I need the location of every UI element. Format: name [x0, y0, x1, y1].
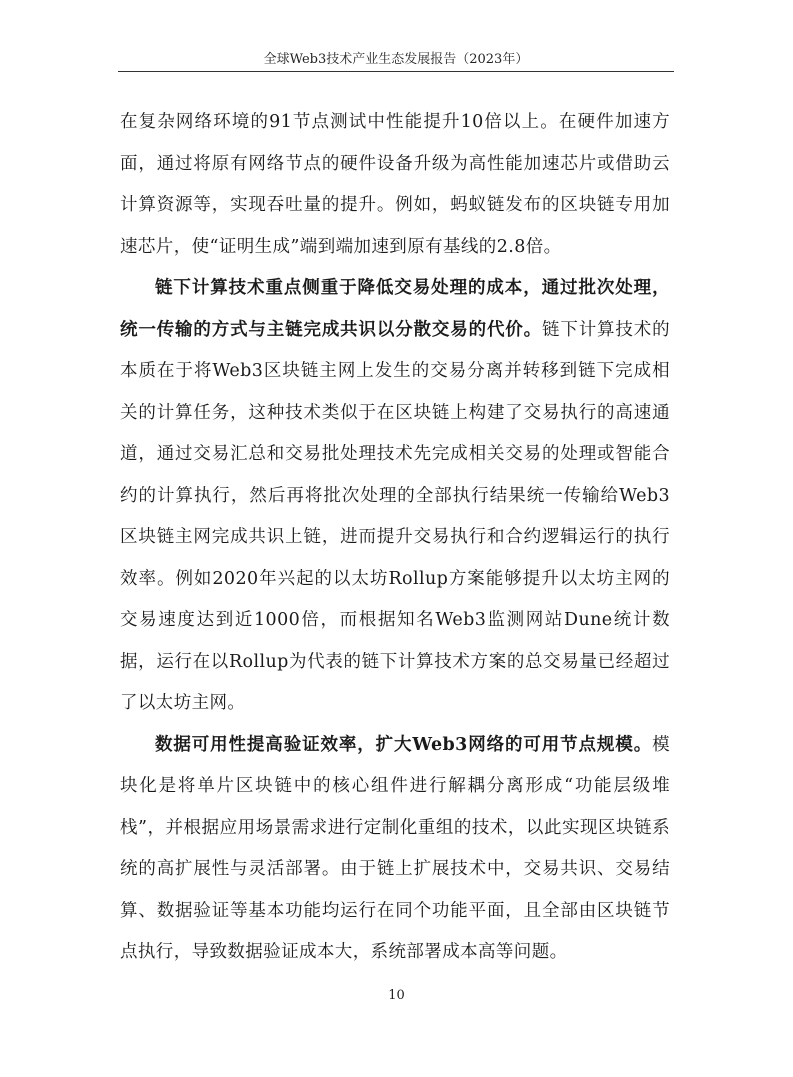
paragraph-1: 在复杂网络环境的91节点测试中性能提升10倍以上。在硬件加速方面，通过将原有网络节点的硬件设备升级为高性能加速芯片或借助云计算资源等，实现吞吐量的提升。例如，蚂蚁链发布的区块链专用加速芯片，使“证明生成”端到端加速到原有基线的2.8倍。 — [120, 112, 670, 257]
paragraph-3-lead: 数据可用性提高验证效率，扩大Web3网络的可用节点规模。 — [155, 734, 653, 755]
page-number: 10 — [388, 988, 405, 1003]
paragraph-2-text: 链下计算技术的本质在于将Web3区块链主网上发生的交易分离并转移到链下完成相关的计算任务，这种技术类似于在区块链上构建了交易执行的高速通道，通过交易汇总和交易批处理技术先完成相关交易的处理或智能合约的计算执行，然后再将批次处理的全部执行结果统一传输给Web3区块链主网完成共识上链，进而提升交易执行和合约逻辑运行的执行效率。例如2020年兴起的以太坊Rollup方案能够提升以太坊主网的交易速度达到近1000倍，而根据知名Web3监测网站Dune统计数据，运行在以Rollup为代表的链下计算技术方案的总交易量已经超过了以太坊主网。 — [120, 319, 670, 713]
running-header: 全球Web3技术产业生态发展报告（2023年） — [263, 52, 529, 67]
header-divider — [118, 71, 674, 72]
paragraph-2-lead: 链下计算技术重点侧重于降低交易处理的成本，通过批次处理，统一传输的方式与主链完成共识以分散交易的代价。 — [120, 278, 670, 340]
paragraph-2 — [120, 268, 670, 725]
paragraph-3-text: 模块化是将单片区块链中的核心组件进行解耦分离形成“功能层级堆栈”，并根据应用场景需求进行定制化重组的技术，以此实现区块链系统的高扩展性与灵活部署。由于链上扩展技术中，交易共识、交易结算、数据验证等基本功能均运行在同个功能平面，且全部由区块链节点执行，导致数据验证成本大，系统部署成本高等问题。 — [120, 734, 670, 962]
paragraph-3 — [120, 725, 670, 974]
document-body — [120, 102, 670, 974]
